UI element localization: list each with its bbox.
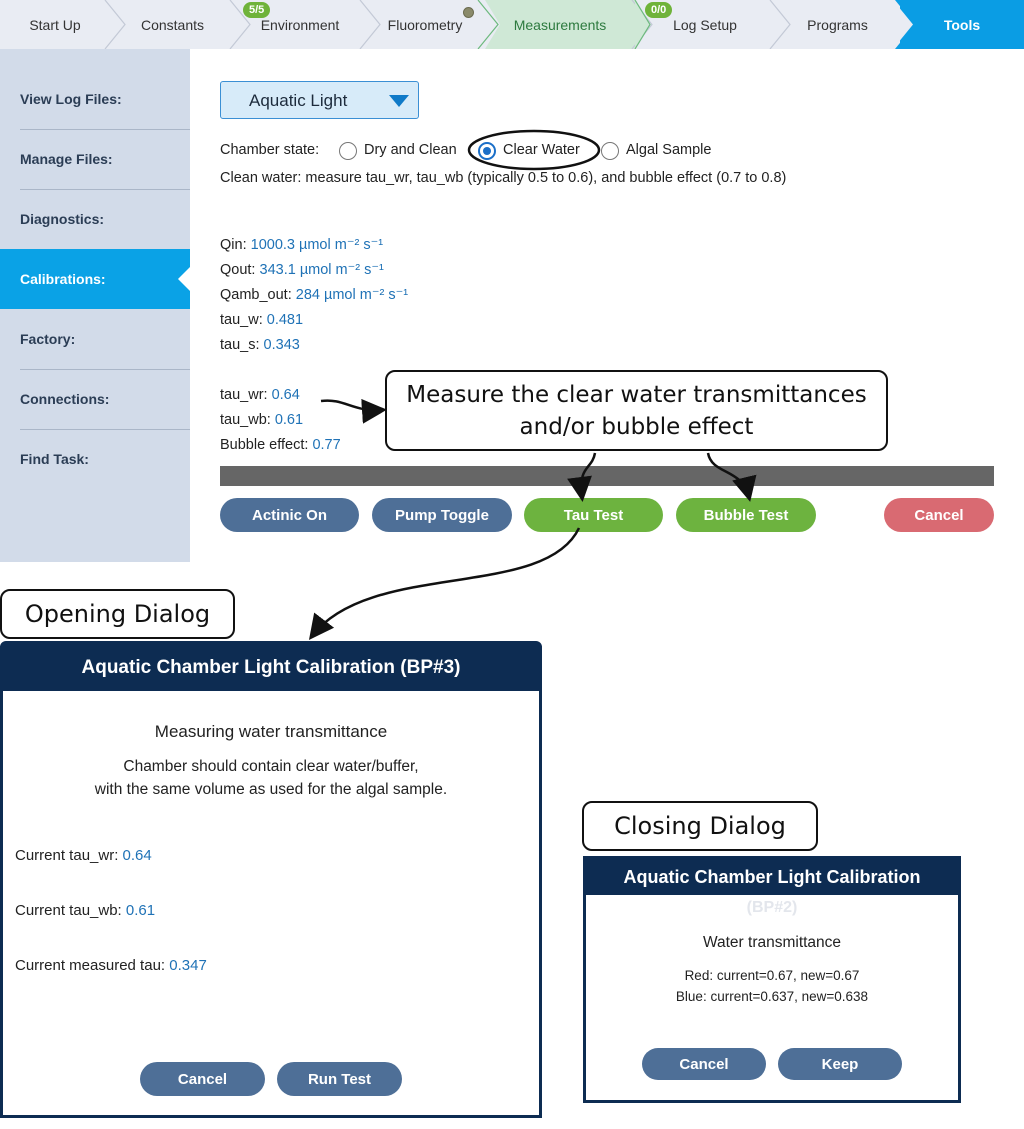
tab-label: Constants (140, 16, 205, 33)
calib-bubble-effect: Bubble effect: 0.77 (220, 437, 341, 453)
opening-row-tau-wr: Current tau_wr: 0.64 (15, 847, 152, 864)
tab-label: Environment (260, 16, 340, 33)
sidebar-item-label: Diagnostics: (20, 211, 105, 227)
opening-dialog-label: Opening Dialog (24, 600, 211, 628)
opening-dialog (0, 641, 542, 1118)
sidebar-item-label: Calibrations: (20, 271, 106, 287)
calib-tau-wr: tau_wr: 0.64 (220, 387, 300, 403)
sidebar-item-label: Manage Files: (20, 151, 113, 167)
row-value: 0.61 (125, 902, 156, 919)
closing-dialog-red: Red: current=0.67, new=0.67 (684, 968, 860, 983)
tab-label: Measurements (513, 16, 607, 33)
closing-dialog-heading: Water transmittance (702, 934, 842, 951)
run-test-button[interactable]: Run Test (277, 1062, 402, 1096)
reading-value: 0.481 (266, 312, 304, 328)
row-value: 0.347 (169, 957, 207, 974)
dialog-title-text: Aquatic Chamber Light Calibration (623, 866, 921, 887)
closing-cancel-button[interactable]: Cancel (642, 1048, 766, 1080)
reading-tau-s: tau_s: 0.343 (220, 337, 300, 353)
instruction-text: Clean water: measure tau_wr, tau_wb (typically 0.5 to 0.6), and bubble effect (0.7 to 0.8) (220, 170, 787, 186)
tab-label: Programs (807, 16, 868, 33)
tab-label: Tools (943, 16, 981, 33)
actinic-on-button[interactable]: Actinic On (220, 498, 359, 532)
reading-tau-w: tau_w: 0.481 (220, 312, 304, 328)
opening-row-measured-tau: Current measured tau: 0.347 (15, 957, 207, 974)
arrow-to-opening-dialog (312, 528, 579, 636)
tab-label: Start Up (29, 16, 81, 33)
sidebar-item-label: Find Task: (20, 451, 89, 467)
opening-dialog-message-line1: Chamber should contain clear water/buffer, (123, 758, 419, 775)
tab-label: Log Setup (673, 16, 737, 33)
closing-dialog-subtitle: (BP#2) (746, 899, 798, 916)
opening-dialog-heading: Measuring water transmittance (154, 722, 388, 741)
calib-tau-wb: tau_wb: 0.61 (220, 412, 304, 428)
reading-qout: Qout: 343.1 µmol m⁻² s⁻¹ (220, 262, 384, 278)
tab-label: Fluorometry (387, 16, 463, 33)
opening-row-tau-wb: Current tau_wb: 0.61 (15, 902, 156, 919)
arrow-to-callout (321, 401, 382, 411)
row-value: 0.64 (122, 847, 152, 864)
calib-value: 0.61 (274, 412, 304, 428)
opening-dialog-title (3, 644, 539, 691)
measure-callout-line2: and/or bubble effect (519, 414, 754, 440)
arrow-to-bubble-test (708, 453, 749, 497)
closing-dialog-callout (582, 801, 818, 851)
pump-toggle-button[interactable]: Pump Toggle (372, 498, 512, 532)
log-setup-badge: 0/0 (645, 2, 672, 18)
sidebar-item-label: Connections: (20, 391, 110, 407)
sidebar-item-label: Factory: (20, 331, 76, 347)
opening-cancel-button[interactable]: Cancel (140, 1062, 265, 1096)
closing-dialog-title (586, 859, 958, 895)
reading-value: 284 µmol m⁻² s⁻¹ (295, 287, 409, 303)
closing-dialog-blue: Blue: current=0.637, new=0.638 (675, 989, 869, 1004)
cancel-button[interactable]: Cancel (884, 498, 994, 532)
reading-qin: Qin: 1000.3 µmol m⁻² s⁻¹ (220, 237, 384, 253)
opening-dialog-message-line2: with the same volume as used for the algal sample. (94, 781, 448, 798)
keep-button[interactable]: Keep (778, 1048, 902, 1080)
closing-dialog-label: Closing Dialog (614, 812, 786, 840)
calib-value: 0.77 (312, 437, 341, 453)
reading-qamb-out: Qamb_out: 284 µmol m⁻² s⁻¹ (220, 287, 409, 303)
tau-test-button[interactable]: Tau Test (524, 498, 663, 532)
dropdown-value: Aquatic Light (249, 91, 348, 110)
radio-label-algal-sample: Algal Sample (626, 142, 712, 158)
measure-callout-line1: Measure the clear water transmittances (406, 382, 867, 408)
radio-label-dry-and-clean: Dry and Clean (364, 142, 457, 158)
sidebar-item-label: View Log Files: (20, 91, 122, 107)
reading-value: 0.343 (263, 337, 300, 353)
dialog-title-text: Aquatic Chamber Light Calibration (BP#3) (81, 656, 461, 678)
reading-value: 1000.3 µmol m⁻² s⁻¹ (250, 237, 384, 253)
environment-badge: 5/5 (243, 2, 270, 18)
radio-label-clear-water: Clear Water (503, 142, 580, 158)
closing-dialog (583, 856, 961, 1103)
calib-value: 0.64 (271, 387, 300, 403)
bubble-test-button[interactable]: Bubble Test (676, 498, 816, 532)
chamber-state-label: Chamber state: (220, 142, 320, 158)
opening-dialog-callout (0, 589, 235, 639)
reading-value: 343.1 µmol m⁻² s⁻¹ (259, 262, 384, 278)
arrow-to-tau-test (581, 453, 595, 497)
